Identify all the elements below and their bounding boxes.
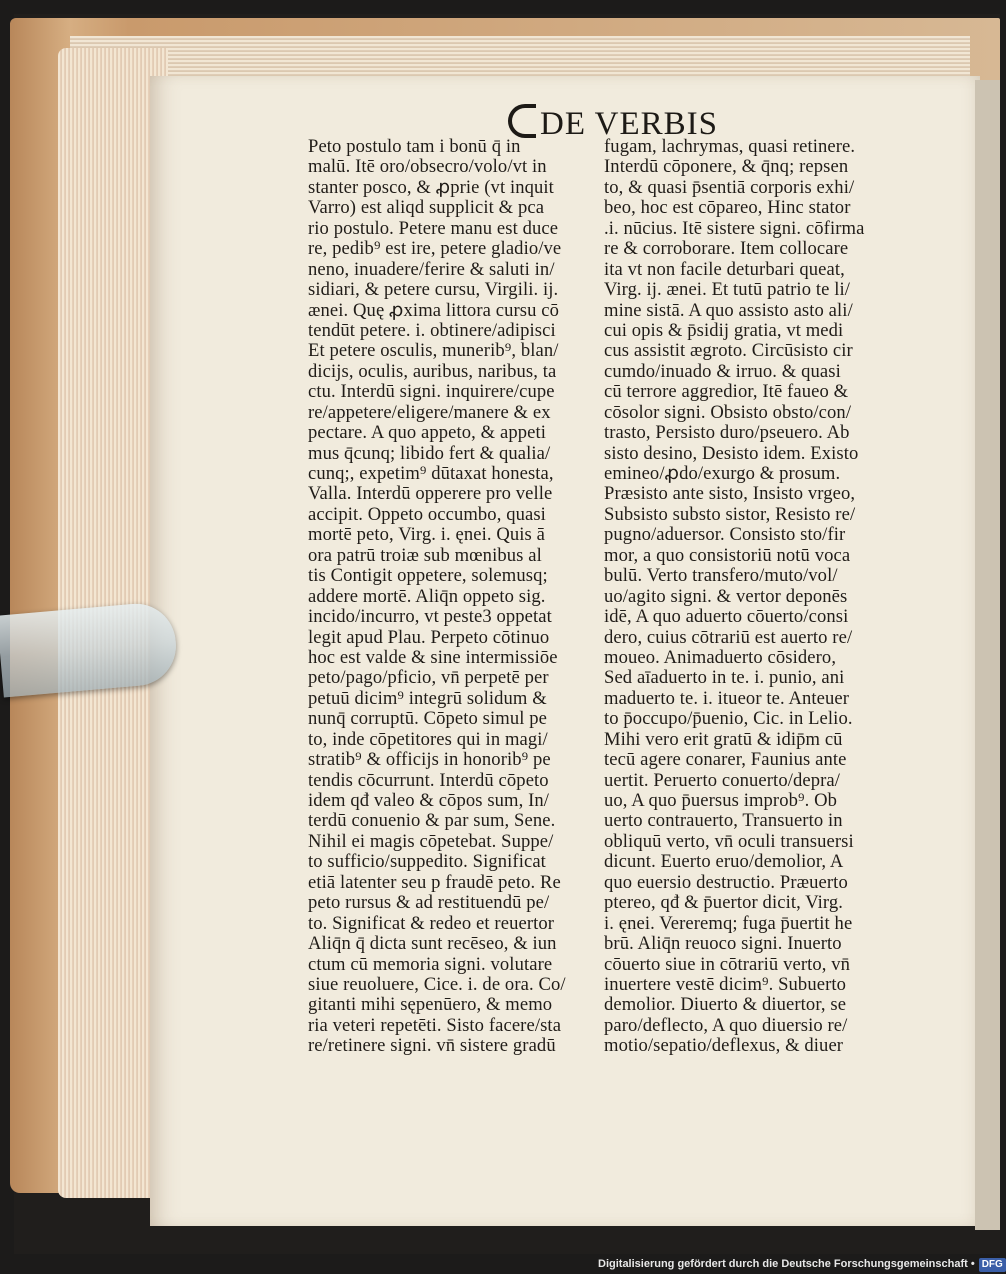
text-line: quo euersio destructio. Præuerto — [604, 871, 848, 893]
text-line: inuertere vestē dicim⁹. Subuerto — [604, 973, 847, 995]
text-column-left — [308, 137, 598, 1057]
text-line: Interdū cōponere, & q̄nq; repsen — [604, 156, 849, 178]
text-line: Nihil ei magis cōpetebat. Suppe/ — [308, 830, 554, 852]
text-line: rio postulo. Petere manu est duce — [308, 217, 559, 239]
text-line: peto/pago/pficio, vn̄ perpetē per — [308, 667, 549, 689]
text-line: paro/deflecto, A quo diuersio re/ — [604, 1014, 848, 1036]
text-line: re, pedib⁹ est ire, petere gladio/ve — [308, 238, 562, 260]
text-line: cōsolor signi. Obsisto obsto/con/ — [604, 401, 852, 423]
text-line: fugam, lachrymas, quasi retinere. — [604, 136, 856, 157]
text-line: idē, A quo aduerto cōuerto/consi — [604, 606, 849, 628]
text-line: motio/sepatio/deflexus, & diuer — [604, 1035, 844, 1057]
text-line: dero, cuius cōtrariū est auerto re/ — [604, 626, 853, 648]
text-line: tendūt petere. i. obtinere/adipisci — [308, 319, 556, 341]
text-line: maduerto te. i. itueor te. Anteuer — [604, 687, 850, 709]
text-line: trasto, Persisto duro/pseuero. Ab — [604, 422, 850, 444]
text-line: idem qđ valeo & cōpos sum, In/ — [308, 790, 550, 811]
text-line: Peto postulo tam i bonū q̄ in — [308, 136, 521, 157]
text-line: malū. Itē oro/obsecro/volo/vt in — [308, 156, 547, 178]
text-line: to p̄occupo/p̄uenio, Cic. in Lelio. — [604, 708, 853, 730]
text-line: mor, a quo consistoriū notū voca — [604, 544, 851, 566]
text-line: mine sistā. A quo assisto asto ali/ — [604, 299, 853, 321]
text-line: Virg. ij. ænei. Et tutū patrio te li/ — [604, 279, 850, 301]
text-line: cunq;, expetim⁹ dūtaxat honesta, — [308, 463, 554, 484]
text-line: .i. nūcius. Itē sistere signi. cōfirma — [604, 217, 865, 239]
text-line: mus q̄cunq; libido fert & qualia/ — [308, 442, 551, 464]
text-line: ctum cū memoria signi. volutare — [308, 953, 553, 975]
text-line: to, inde cōpetitores qui in magi/ — [308, 728, 548, 750]
text-line: terdū conuenio & par sum, Sene. — [308, 810, 556, 832]
text-line: Varro) est aliqd supplicit & pca — [308, 197, 545, 219]
text-line: Mihi vero erit gratū & idip̄m cū — [604, 728, 843, 750]
text-line: ænei. Quę ꝓxima littora cursu cō — [308, 299, 559, 321]
text-line: incido/incurro, vt peste3 oppetat — [308, 606, 552, 628]
text-line: to. Significat & redeo et reuertor — [308, 912, 555, 934]
text-line: stanter posco, & ꝓprie (vt inquit — [308, 176, 554, 198]
text-line: cui opis & p̄sidij gratia, vt medi — [604, 319, 844, 341]
text-line: addere mortē. Aliq̄n oppeto sig. — [308, 585, 546, 607]
text-line: tecū agere conarer, Faunius ante — [604, 749, 847, 771]
text-line: ita vt non facile deturbari queat, — [604, 258, 845, 280]
text-line: brū. Aliq̄n reuoco signi. Inuerto — [604, 933, 842, 955]
text-line: etiā latenter seu p fraudē peto. Re — [308, 871, 561, 893]
text-line: uo, A quo p̄uersus improb⁹. Ob — [604, 790, 838, 811]
text-line: gitanti mihi sępenūero, & memo — [308, 994, 553, 1016]
text-line: siue reuoluere, Cice. i. de ora. Co/ — [308, 973, 566, 995]
text-line: legit apud Plau. Perpeto cōtinuo — [308, 626, 550, 648]
text-line: demolior. Diuerto & diuertor, se — [604, 994, 847, 1016]
text-line: sidiari, & petere cursu, Virgili. ij. — [308, 279, 559, 301]
text-line: beo, hoc est cōpareo, Hinc stator — [604, 197, 851, 219]
text-line: cus assistit ægroto. Circūsisto cir — [604, 340, 853, 362]
digitization-stamp — [598, 1254, 1003, 1274]
text-line: i. ęnei. Vereremq; fuga p̄uertit he — [604, 912, 853, 934]
text-line: cōuerto siue in cōtrariū verto, vn̄ — [604, 953, 851, 975]
text-line: neno, inuadere/ferire & saluti in/ — [308, 258, 555, 280]
text-line: mortē peto, Virg. i. ęnei. Quis ā — [308, 524, 545, 546]
text-line: pectare. A quo appeto, & appeti — [308, 422, 547, 444]
stamp-text: Digitalisierung gefördert durch die Deutsche Forschungsgemeinschaft • — [598, 1258, 975, 1270]
text-line: re/retinere signi. vn̄ sistere gradū — [308, 1035, 556, 1057]
bleed-through-text — [320, 102, 490, 132]
text-line: emineo/ꝓdo/exurgo & prosum. — [604, 463, 841, 484]
text-line: bulū. Verto transfero/muto/vol/ — [604, 565, 838, 587]
text-line: Valla. Interdū opperere pro velle — [308, 483, 553, 505]
pilcrow-icon — [508, 104, 536, 138]
text-line: uo/agito signi. & vertor deponēs — [604, 585, 848, 607]
text-line: ctu. Interdū signi. inquirere/cupe — [308, 381, 555, 403]
text-line: obliquū verto, vn̄ oculi transuersi — [604, 830, 854, 852]
text-line: peto rursus & ad restituendū pe/ — [308, 892, 550, 914]
text-line: dicijs, oculis, auribus, naribus, ta — [308, 360, 557, 382]
text-line: ora patrū troiæ sub mœnibus al — [308, 544, 542, 566]
text-line: to, & quasi p̄sentiā corporis exhi/ — [604, 176, 855, 198]
text-line: Sed aīaduerto in te. i. punio, ani — [604, 667, 845, 689]
page-right-edge — [975, 80, 1000, 1230]
dfg-logo: DFG — [979, 1258, 1006, 1272]
text-line: dicunt. Euerto eruo/demolior, A — [604, 851, 844, 873]
text-line: petuū dicim⁹ integrū solidum & — [308, 687, 547, 709]
text-column-right — [604, 137, 894, 1057]
text-line: tendis cōcurrunt. Interdū cōpeto — [308, 769, 549, 791]
text-line: to sufficio/suppedito. Significat — [308, 851, 546, 873]
header-title: DE VERBIS — [540, 106, 718, 142]
text-line: cumdo/inuado & irruo. & quasi — [604, 360, 841, 382]
text-line: moueo. Animaduerto cōsidero, — [604, 646, 837, 668]
text-line: Præsisto ante sisto, Insisto vrgeo, — [604, 483, 856, 505]
text-line: stratib⁹ & officijs in honorib⁹ pe — [308, 749, 551, 771]
text-line: ptereo, qđ & p̄uertor dicit, Virg. — [604, 892, 844, 914]
text-line: pugno/aduersor. Consisto sto/fir — [604, 524, 846, 546]
text-line: tis Contigit oppetere, solemusq; — [308, 565, 548, 587]
text-line: sisto desino, Desisto idem. Existo — [604, 442, 859, 464]
text-line: Aliq̄n q̄ dicta sunt recēseo, & iun — [308, 933, 557, 955]
bleed-through-text — [720, 106, 840, 136]
text-line: ria veteri repetēti. Sisto facere/sta — [308, 1014, 562, 1036]
text-line: Et petere osculis, munerib⁹, blan/ — [308, 340, 559, 362]
text-line: uerto contrauerto, Transuerto in — [604, 810, 843, 832]
text-line: re & corroborare. Item collocare — [604, 238, 849, 260]
text-line: re/appetere/eligere/manere & ex — [308, 401, 551, 423]
text-line: Subsisto substo sistor, Resisto re/ — [604, 503, 856, 525]
text-line: uertit. Peruerto conuerto/depra/ — [604, 769, 841, 791]
text-line: accipit. Oppeto occumbo, quasi — [308, 503, 546, 525]
text-line: nunq̄ corruptū. Cōpeto simul pe — [308, 708, 548, 730]
text-line: cū terrore aggredior, Itē faueo & — [604, 381, 849, 403]
text-line: hoc est valde & sine intermissiōe — [308, 646, 558, 668]
